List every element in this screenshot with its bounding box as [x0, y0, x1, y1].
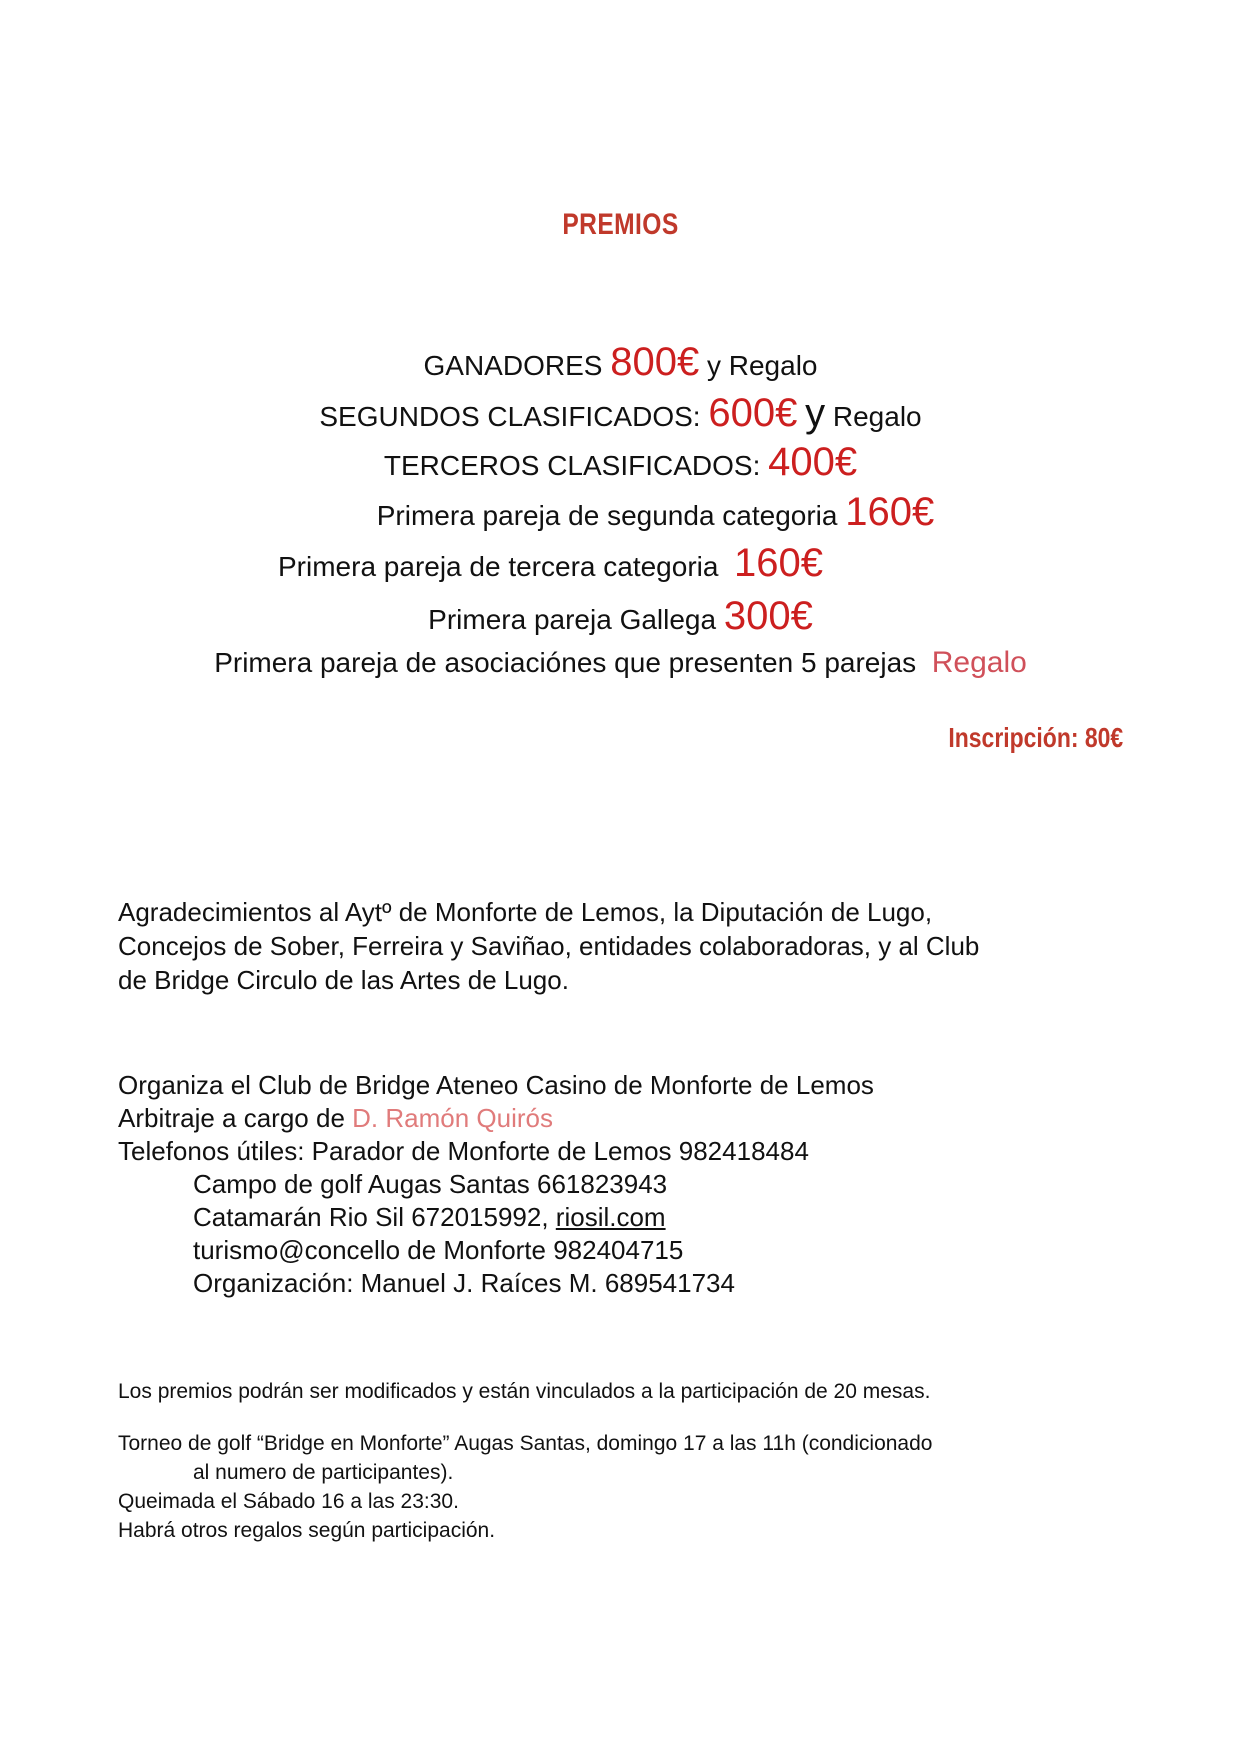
note-golf-line2: al numero de participantes).: [193, 1461, 454, 1484]
prize-row-segundos: [0, 391, 1241, 436]
prize-amount: 160€: [845, 490, 935, 534]
prize-label: Primera pareja de asociaciónes que presenten 5 parejas: [214, 647, 917, 678]
agradecimientos-paragraph: [118, 895, 979, 997]
prize-amount: 600€: [708, 391, 798, 435]
prize-suffix-y: y: [805, 391, 826, 435]
note-premios: Los premios podrán ser modificados y están vinculados a la participación de 20 mesas.: [118, 1380, 931, 1403]
prize-amount: 300€: [723, 594, 813, 638]
prize-label: Primera pareja Gallega: [428, 604, 717, 635]
prize-amount: 800€: [610, 340, 700, 384]
prize-label: Primera pareja de tercera categoria: [278, 551, 719, 582]
telefono-organizacion: Organización: Manuel J. Raíces M. 689541734: [193, 1268, 735, 1298]
note-regalos: Habrá otros regalos según participación.: [118, 1519, 496, 1542]
arbitro-name: D. Ramón Quirós: [352, 1103, 553, 1133]
telefonos-heading: Telefonos útiles: Parador de Monforte de Lemos 982418484: [118, 1136, 809, 1166]
prize-row-ganadores: [0, 340, 1241, 385]
prize-row-tercera-categoria: [0, 541, 1171, 586]
agradecimientos-line: de Bridge Circulo de las Artes de Lugo.: [118, 965, 569, 995]
page-title: PREMIOS: [562, 208, 679, 241]
catamaran-text: Catamarán Rio Sil 672015992,: [193, 1202, 549, 1232]
note-queimada: Queimada el Sábado 16 a las 23:30.: [118, 1490, 459, 1513]
organiza-line: Organiza el Club de Bridge Ateneo Casino de Monforte de Lemos: [118, 1070, 874, 1100]
prize-label: SEGUNDOS CLASIFICADOS:: [319, 401, 701, 432]
prize-amount: 160€: [734, 541, 823, 585]
prize-label: Primera pareja de segunda categoria: [376, 500, 838, 531]
note-golf-line1: Torneo de golf “Bridge en Monforte” Augas Santas, domingo 17 a las 11h (condicionado: [118, 1432, 933, 1455]
arbitraje-prefix: Arbitraje a cargo de: [118, 1103, 345, 1133]
prize-suffix-text: Regalo: [728, 350, 818, 381]
telefono-catamaran: [193, 1202, 666, 1233]
agradecimientos-line: Agradecimientos al Aytº de Monforte de Lemos, la Diputación de Lugo,: [118, 897, 933, 927]
prize-label: TERCEROS CLASIFICADOS:: [383, 450, 761, 481]
prize-suffix-text: Regalo: [832, 401, 922, 432]
prize-amount: 400€: [768, 440, 858, 484]
prize-row-gallega: [0, 594, 1241, 639]
inscripcion-fee: Inscripción: 80€: [948, 722, 1123, 753]
riosil-link[interactable]: riosil.com: [555, 1202, 666, 1232]
prize-suffix-y: y: [706, 350, 721, 381]
prize-row-asociaciones: [0, 646, 1241, 680]
agradecimientos-line: Concejos de Sober, Ferreira y Saviñao, entidades colaboradoras, y al Club: [118, 931, 980, 961]
telefono-golf: Campo de golf Augas Santas 661823943: [193, 1169, 668, 1199]
prize-label: GANADORES: [423, 350, 603, 381]
prize-amount: Regalo: [931, 646, 1027, 679]
arbitraje-line: [118, 1103, 553, 1134]
prize-row-segunda-categoria: [35, 490, 1241, 535]
telefono-turismo: turismo@concello de Monforte 982404715: [193, 1235, 684, 1265]
prize-row-terceros: [0, 440, 1241, 485]
